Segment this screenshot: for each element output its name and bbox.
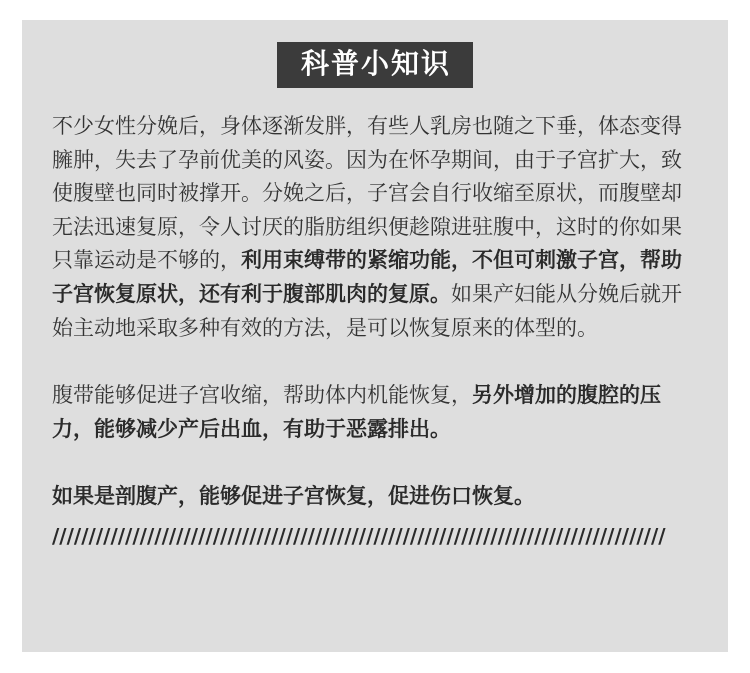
paragraph-3 <box>52 480 702 514</box>
article-body <box>52 110 702 548</box>
page-title: 科普小知识 <box>277 42 473 88</box>
paragraph-2-bold-text: 另外增加的腹腔的压力，能够减少产后出血，有助于恶露排出。 <box>52 383 661 441</box>
title-container <box>22 42 728 88</box>
paragraph-1-bold-text: 利用束缚带的紧缩功能，不但可刺激子宫，帮助子宫恢复原状，还有利于腹部肌肉的复原。 <box>52 248 682 306</box>
article-card <box>22 20 728 652</box>
paragraph-1-text: 不少女性分娩后，身体逐渐发胖，有些人乳房也随之下垂，体态变得臃肿，失去了孕前优美的风姿。因为在怀孕期间，由于子宫扩大，致使腹壁也同时被撑开。分娩之后，子宫会自行收缩至原状，而腹壁却无法迅速复原，令人讨厌的脂肪组织便趁隙进驻腹中，这时的你如果只靠运动是不够的， <box>52 114 682 273</box>
paragraph-gap <box>52 446 702 480</box>
paragraph-1-text-end: 如果产妇能从分娩后就开始主动地采取多种有效的方法，是可以恢复原来的体型的。 <box>52 281 682 340</box>
paragraph-gap <box>52 345 702 379</box>
paragraph-2-text: 腹带能够促进子宫收缩，帮助体内机能恢复， <box>52 383 472 408</box>
slash-divider: //////////////////////////////////////////////////////////////////////////////////// <box>52 523 666 548</box>
paragraph-1 <box>52 110 702 345</box>
paragraph-2 <box>52 379 702 446</box>
paragraph-3-bold-text: 如果是剖腹产，能够促进子宫恢复，促进伤口恢复。 <box>52 484 535 509</box>
